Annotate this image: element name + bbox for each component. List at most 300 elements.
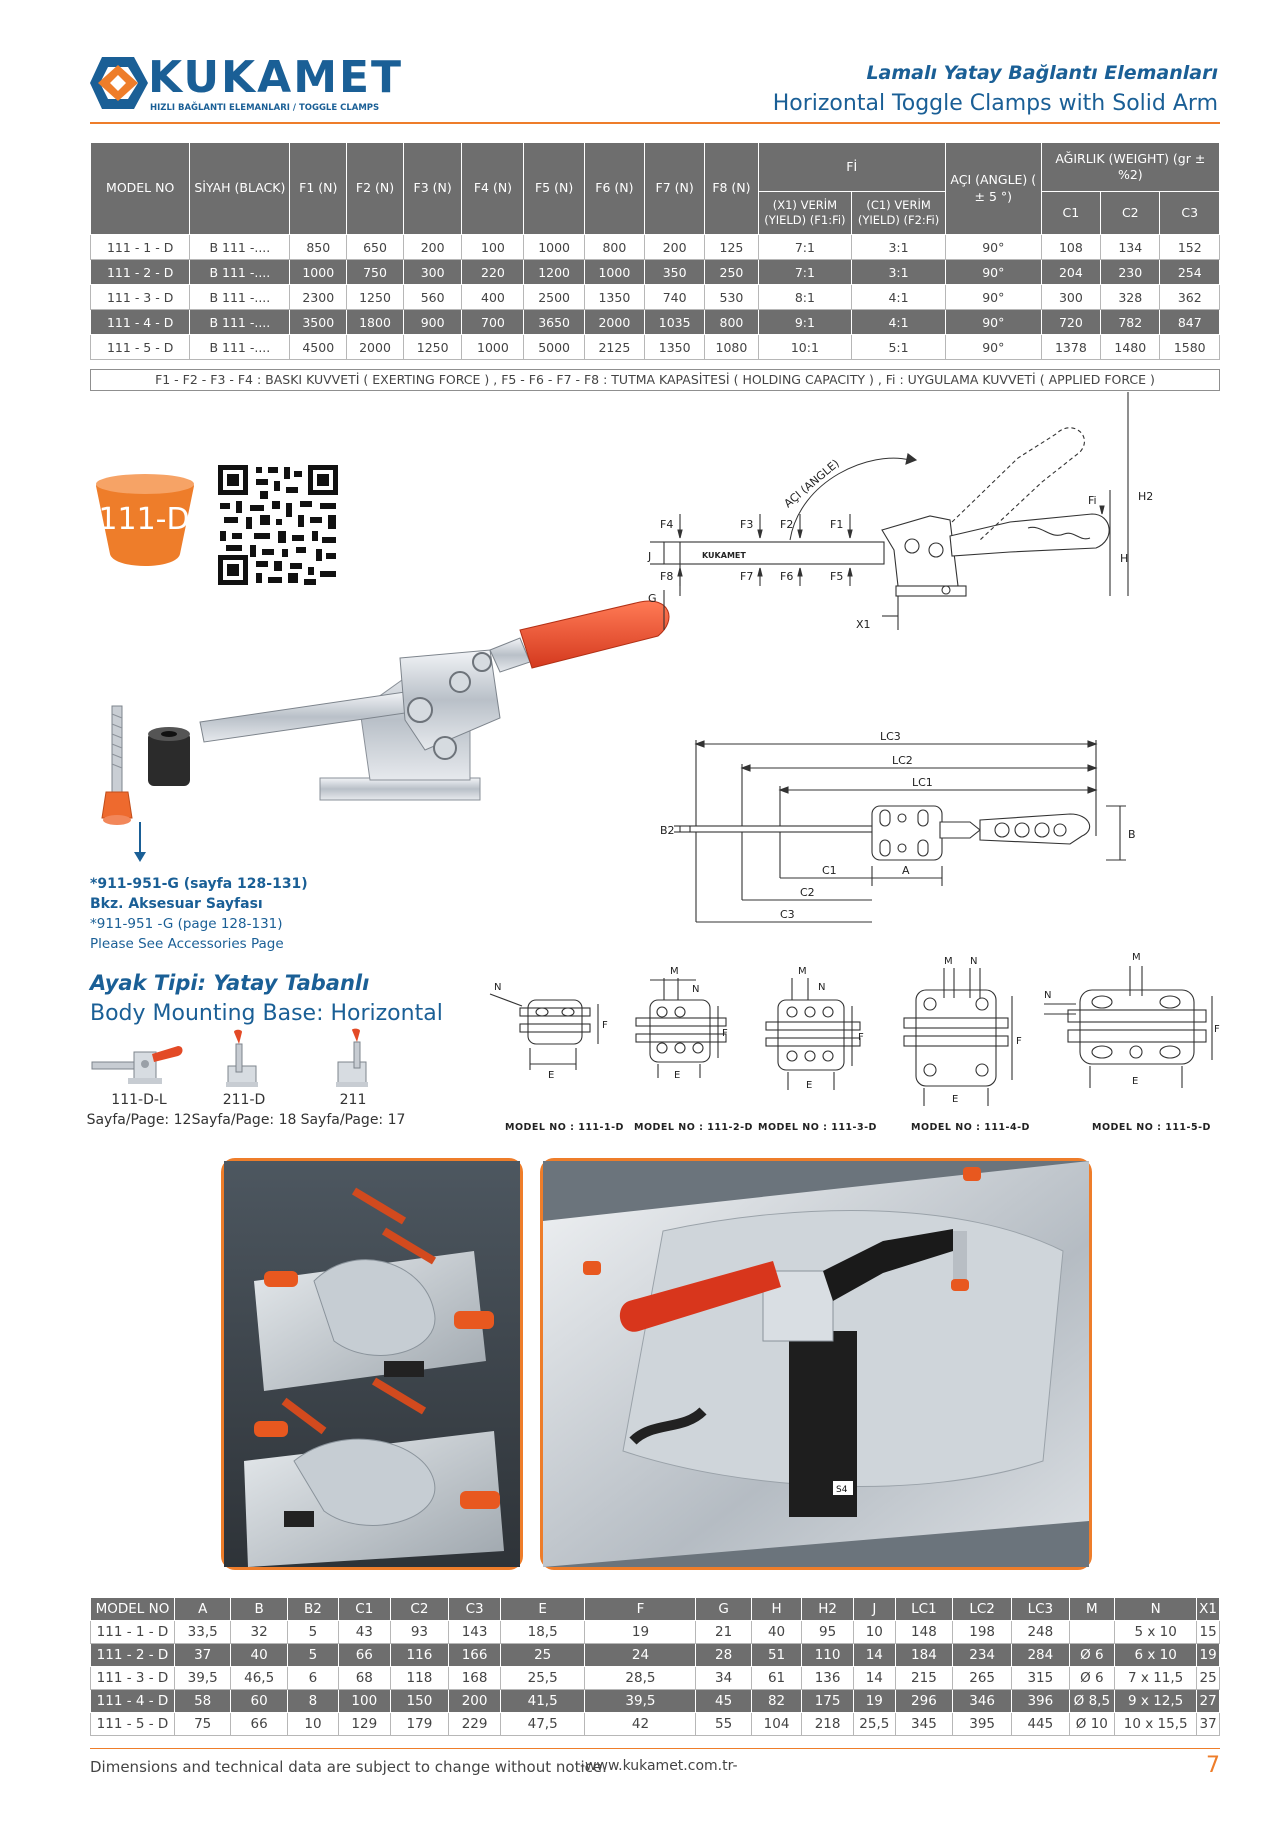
table-cell: 1480 bbox=[1101, 335, 1160, 360]
col-f2: F2 (N) bbox=[347, 143, 404, 235]
label-m: M bbox=[944, 956, 953, 967]
table-cell: 184 bbox=[895, 1644, 952, 1667]
dim-col-e: E bbox=[500, 1598, 585, 1621]
table-cell: 143 bbox=[449, 1621, 501, 1644]
table-cell: 1035 bbox=[645, 310, 705, 335]
table-cell: 900 bbox=[403, 310, 462, 335]
table-cell: 58 bbox=[174, 1690, 230, 1713]
table-cell: 445 bbox=[1012, 1713, 1069, 1736]
table-cell: 395 bbox=[953, 1713, 1012, 1736]
label-f: F bbox=[858, 1032, 864, 1043]
table-cell: 234 bbox=[953, 1644, 1012, 1667]
table-cell: 19 bbox=[853, 1690, 895, 1713]
table-cell: 24 bbox=[585, 1644, 696, 1667]
table-cell: 10:1 bbox=[758, 335, 852, 360]
label-f1: F1 bbox=[830, 518, 844, 531]
table-row bbox=[91, 1644, 1220, 1667]
table-cell: 39,5 bbox=[174, 1667, 230, 1690]
label-f: F bbox=[1214, 1024, 1220, 1035]
table-cell: 43 bbox=[339, 1621, 391, 1644]
table-cell: 296 bbox=[895, 1690, 952, 1713]
table-cell: 650 bbox=[347, 235, 404, 260]
accessory-see-en: Please See Accessories Page bbox=[90, 936, 284, 952]
table-cell: 111 - 4 - D bbox=[91, 1690, 175, 1713]
dim-col-n: N bbox=[1115, 1598, 1197, 1621]
table-cell: 782 bbox=[1101, 310, 1160, 335]
col-fi-x1: (X1) VERİM (YIELD) (F1:Fi) bbox=[758, 192, 852, 235]
table-cell: 7 x 11,5 bbox=[1115, 1667, 1197, 1690]
table-cell: 1000 bbox=[584, 260, 644, 285]
table-cell: Ø 6 bbox=[1069, 1667, 1115, 1690]
label-f8: F8 bbox=[660, 570, 674, 583]
label-h2: H2 bbox=[1138, 490, 1154, 503]
table-cell: 5 bbox=[287, 1621, 338, 1644]
label-fi: Fi bbox=[1088, 494, 1097, 507]
table-cell: 9 x 12,5 bbox=[1115, 1690, 1197, 1713]
table-cell: 28,5 bbox=[585, 1667, 696, 1690]
col-f3: F3 (N) bbox=[403, 143, 462, 235]
table-cell: 3:1 bbox=[852, 235, 946, 260]
table-cell: 1350 bbox=[584, 285, 644, 310]
base-drawing-111-1-D bbox=[490, 948, 620, 1088]
related-page: Sayfa/Page: 17 bbox=[300, 1112, 406, 1128]
table-cell: 136 bbox=[802, 1667, 854, 1690]
dimension-table bbox=[90, 1597, 1220, 1736]
table-cell: 111 - 2 - D bbox=[91, 260, 190, 285]
base-model-caption: MODEL NO : 111-2-D bbox=[634, 1122, 753, 1133]
label-c3: C3 bbox=[780, 908, 795, 921]
application-photo-fixture-closeup bbox=[540, 1158, 1092, 1570]
table-cell: 2000 bbox=[584, 310, 644, 335]
label-n: N bbox=[692, 984, 700, 995]
table-cell: 175 bbox=[802, 1690, 854, 1713]
table-cell: 21 bbox=[696, 1621, 751, 1644]
table-cell: 179 bbox=[390, 1713, 449, 1736]
table-cell: 25 bbox=[500, 1644, 585, 1667]
brand-subtitle: HIZLI BAĞLANTI ELEMANLARI / TOGGLE CLAMPS bbox=[150, 103, 380, 113]
label-b2: B2 bbox=[660, 824, 675, 837]
table-cell: 168 bbox=[449, 1667, 501, 1690]
dim-col-b: B bbox=[231, 1598, 287, 1621]
table-row bbox=[91, 1667, 1220, 1690]
table-cell: 5000 bbox=[524, 335, 584, 360]
label-x1: X1 bbox=[856, 618, 871, 631]
col-model: MODEL NO bbox=[91, 143, 190, 235]
table-cell: 1580 bbox=[1160, 335, 1220, 360]
table-cell: 254 bbox=[1160, 260, 1220, 285]
table-cell: 1800 bbox=[347, 310, 404, 335]
table-cell: 1080 bbox=[705, 335, 758, 360]
table-cell: 346 bbox=[953, 1690, 1012, 1713]
table-cell: 4:1 bbox=[852, 310, 946, 335]
col-c3: C3 bbox=[1160, 192, 1220, 235]
table-cell: 66 bbox=[339, 1644, 391, 1667]
col-weight: AĞIRLIK (WEIGHT) (gr ±%2) bbox=[1041, 143, 1219, 192]
col-fi: Fİ bbox=[758, 143, 945, 192]
base-model-caption: MODEL NO : 111-4-D bbox=[911, 1122, 1030, 1133]
table-cell: 25 bbox=[1197, 1667, 1220, 1690]
col-f6: F6 (N) bbox=[584, 143, 644, 235]
label-m: M bbox=[798, 966, 807, 977]
table-cell: 40 bbox=[231, 1644, 287, 1667]
table-cell: 800 bbox=[584, 235, 644, 260]
dim-col-lc1: LC1 bbox=[895, 1598, 952, 1621]
related-item bbox=[84, 1090, 194, 1130]
dim-col-m: M bbox=[1069, 1598, 1115, 1621]
table-cell: 14 bbox=[853, 1667, 895, 1690]
table-cell: 8 bbox=[287, 1690, 338, 1713]
label-f6: F6 bbox=[780, 570, 794, 583]
table-cell: 90° bbox=[945, 285, 1041, 310]
base-drawing-111-5-D bbox=[1040, 948, 1220, 1108]
dim-col-x1: X1 bbox=[1197, 1598, 1220, 1621]
thumb-211-D bbox=[220, 1030, 264, 1090]
table-cell: 248 bbox=[1012, 1621, 1069, 1644]
table-cell: 7:1 bbox=[758, 235, 852, 260]
table-cell: 220 bbox=[462, 260, 524, 285]
table-cell: 75 bbox=[174, 1713, 230, 1736]
table-cell: 39,5 bbox=[585, 1690, 696, 1713]
arm-brand-mark: KUKAMET bbox=[702, 551, 746, 560]
table-cell: 200 bbox=[449, 1690, 501, 1713]
table-cell: 110 bbox=[802, 1644, 854, 1667]
table-cell: 2000 bbox=[347, 335, 404, 360]
table-cell: B 111 -.... bbox=[190, 235, 290, 260]
table-cell: 100 bbox=[339, 1690, 391, 1713]
qr-code-icon bbox=[216, 463, 340, 587]
table-cell: 129 bbox=[339, 1713, 391, 1736]
brand-name: KUKAMET bbox=[148, 52, 404, 103]
label-lc3: LC3 bbox=[880, 730, 901, 743]
accessory-see-tr: Bkz. Aksesuar Sayfası bbox=[90, 896, 263, 912]
base-model-caption: MODEL NO : 111-5-D bbox=[1092, 1122, 1211, 1133]
table-cell: 66 bbox=[231, 1713, 287, 1736]
related-item bbox=[189, 1090, 299, 1130]
page-title-en: Horizontal Toggle Clamps with Solid Arm bbox=[772, 91, 1218, 116]
table-cell: 14 bbox=[853, 1644, 895, 1667]
table-cell: 148 bbox=[895, 1621, 952, 1644]
mounting-title-tr: Ayak Tipi: Yatay Tabanlı bbox=[90, 971, 370, 995]
table-row bbox=[91, 1690, 1220, 1713]
table-cell: 530 bbox=[705, 285, 758, 310]
table-cell: 15 bbox=[1197, 1621, 1220, 1644]
table-cell: 720 bbox=[1041, 310, 1100, 335]
table-cell: 740 bbox=[645, 285, 705, 310]
table-cell: 229 bbox=[449, 1713, 501, 1736]
table-cell: 118 bbox=[390, 1667, 449, 1690]
photo-fixtures-image bbox=[224, 1161, 520, 1567]
dim-col-f: F bbox=[585, 1598, 696, 1621]
table-cell: 42 bbox=[585, 1713, 696, 1736]
label-m: M bbox=[1132, 952, 1141, 963]
table-cell: 1000 bbox=[290, 260, 347, 285]
table-cell: 150 bbox=[390, 1690, 449, 1713]
page-title-tr: Lamalı Yatay Bağlantı Elemanları bbox=[866, 62, 1218, 84]
table-cell: 166 bbox=[449, 1644, 501, 1667]
table-cell: 95 bbox=[802, 1621, 854, 1644]
table-cell: 152 bbox=[1160, 235, 1220, 260]
label-lc2: LC2 bbox=[892, 754, 913, 767]
table-cell: 68 bbox=[339, 1667, 391, 1690]
page-number: 7 bbox=[1206, 1753, 1220, 1778]
label-f: F bbox=[602, 1020, 608, 1031]
base-model-caption: MODEL NO : 111-1-D bbox=[505, 1122, 624, 1133]
dim-col-b2: B2 bbox=[287, 1598, 338, 1621]
base-drawing-111-3-D bbox=[748, 948, 878, 1098]
table-cell: 111 - 3 - D bbox=[91, 285, 190, 310]
label-j: J bbox=[648, 550, 652, 563]
table-cell: 111 - 2 - D bbox=[91, 1644, 175, 1667]
label-a: A bbox=[902, 864, 910, 877]
table-cell: 1250 bbox=[347, 285, 404, 310]
table-cell: 1350 bbox=[645, 335, 705, 360]
table-cell: 41,5 bbox=[500, 1690, 585, 1713]
label-f4: F4 bbox=[660, 518, 674, 531]
accessory-ref-tr: *911-951-G (sayfa 128-131) bbox=[90, 876, 308, 892]
table-cell: 9:1 bbox=[758, 310, 852, 335]
table-cell: 215 bbox=[895, 1667, 952, 1690]
col-c2: C2 bbox=[1101, 192, 1160, 235]
table-cell: 90° bbox=[945, 335, 1041, 360]
table-cell: 19 bbox=[585, 1621, 696, 1644]
table-cell: B 111 -.... bbox=[190, 335, 290, 360]
table-row bbox=[91, 235, 1220, 260]
table-cell: 111 - 1 - D bbox=[91, 235, 190, 260]
table-cell: 37 bbox=[1197, 1713, 1220, 1736]
dim-col-c3: C3 bbox=[449, 1598, 501, 1621]
table-cell: 315 bbox=[1012, 1667, 1069, 1690]
base-drawing-111-2-D bbox=[620, 948, 744, 1088]
accessory-ref-en: *911-951 -G (page 128-131) bbox=[90, 916, 283, 932]
table-cell: 3500 bbox=[290, 310, 347, 335]
table-cell: 27 bbox=[1197, 1690, 1220, 1713]
table-cell: 850 bbox=[290, 235, 347, 260]
table-cell: 93 bbox=[390, 1621, 449, 1644]
related-code: 211-D bbox=[222, 1092, 266, 1108]
table-cell: 300 bbox=[403, 260, 462, 285]
dim-col-a: A bbox=[174, 1598, 230, 1621]
table-cell: 25,5 bbox=[500, 1667, 585, 1690]
table-cell: 200 bbox=[645, 235, 705, 260]
table-cell: 25,5 bbox=[853, 1713, 895, 1736]
table-cell: 200 bbox=[403, 235, 462, 260]
footer-url[interactable]: -www.kukamet.com.tr- bbox=[580, 1758, 738, 1774]
label-e: E bbox=[806, 1080, 813, 1091]
table-cell: 32 bbox=[231, 1621, 287, 1644]
related-item bbox=[298, 1090, 408, 1130]
table-cell: 18,5 bbox=[500, 1621, 585, 1644]
table-cell: B 111 -.... bbox=[190, 310, 290, 335]
table-cell: B 111 -.... bbox=[190, 260, 290, 285]
table-cell: 60 bbox=[231, 1690, 287, 1713]
dim-col-h: H bbox=[751, 1598, 802, 1621]
label-c1: C1 bbox=[822, 864, 837, 877]
table-cell: 6 bbox=[287, 1667, 338, 1690]
table-cell: 265 bbox=[953, 1667, 1012, 1690]
table-cell: 230 bbox=[1101, 260, 1160, 285]
table-cell: 1000 bbox=[462, 335, 524, 360]
table-cell: 7:1 bbox=[758, 260, 852, 285]
table-cell: 111 - 5 - D bbox=[91, 335, 190, 360]
table-cell: 5:1 bbox=[852, 335, 946, 360]
table-cell: 111 - 4 - D bbox=[91, 310, 190, 335]
top-view-drawing bbox=[650, 726, 1150, 946]
table-cell: 111 - 5 - D bbox=[91, 1713, 175, 1736]
table-cell: 45 bbox=[696, 1690, 751, 1713]
col-fi-c1: (C1) VERİM (YIELD) (F2:Fi) bbox=[852, 192, 946, 235]
dim-col-h2: H2 bbox=[802, 1598, 854, 1621]
label-b: B bbox=[1128, 828, 1136, 841]
label-f5: F5 bbox=[830, 570, 844, 583]
table-cell: 300 bbox=[1041, 285, 1100, 310]
base-model-caption: MODEL NO : 111-3-D bbox=[758, 1122, 877, 1133]
table-cell: 61 bbox=[751, 1667, 802, 1690]
table-cell: 800 bbox=[705, 310, 758, 335]
col-f7: F7 (N) bbox=[645, 143, 705, 235]
photo-closeup-image bbox=[543, 1161, 1089, 1567]
related-code: 111-D-L bbox=[111, 1092, 167, 1108]
table-cell: 8:1 bbox=[758, 285, 852, 310]
table-row bbox=[91, 1713, 1220, 1736]
table-cell: 46,5 bbox=[231, 1667, 287, 1690]
table-cell: 90° bbox=[945, 235, 1041, 260]
label-e: E bbox=[1132, 1076, 1139, 1087]
table-cell: 90° bbox=[945, 310, 1041, 335]
col-f1: F1 (N) bbox=[290, 143, 347, 235]
related-page: Sayfa/Page: 12 bbox=[86, 1112, 192, 1128]
table-cell: 28 bbox=[696, 1644, 751, 1667]
table-cell bbox=[1069, 1621, 1115, 1644]
table-row bbox=[91, 310, 1220, 335]
table-cell: 125 bbox=[705, 235, 758, 260]
table-cell: 350 bbox=[645, 260, 705, 285]
table-cell: 111 - 3 - D bbox=[91, 1667, 175, 1690]
table-row bbox=[91, 335, 1220, 360]
related-code: 211 bbox=[339, 1092, 367, 1108]
table-cell: 2125 bbox=[584, 335, 644, 360]
table-cell: 700 bbox=[462, 310, 524, 335]
table-cell: 4:1 bbox=[852, 285, 946, 310]
table-cell: 1000 bbox=[524, 235, 584, 260]
table-cell: 750 bbox=[347, 260, 404, 285]
table-cell: 2500 bbox=[524, 285, 584, 310]
label-c2: C2 bbox=[800, 886, 815, 899]
table-row bbox=[91, 285, 1220, 310]
table-cell: 1250 bbox=[403, 335, 462, 360]
table-cell: 40 bbox=[751, 1621, 802, 1644]
table-cell: 33,5 bbox=[174, 1621, 230, 1644]
force-legend-note: F1 - F2 - F3 - F4 : BASKI KUVVETİ ( EXERTING FORCE ) , F5 - F6 - F7 - F8 : TUTMA KAPASİTESİ ( HOLDING CAPACITY ) , Fi : UYGULAMA KUVVETİ ( APPLIED FORCE ) bbox=[90, 369, 1220, 391]
table-cell: 5 bbox=[287, 1644, 338, 1667]
dim-col-model: MODEL NO bbox=[91, 1598, 175, 1621]
kukamet-logo-mark bbox=[88, 55, 150, 113]
table-cell: 104 bbox=[751, 1713, 802, 1736]
label-f3: F3 bbox=[740, 518, 754, 531]
label-m: M bbox=[670, 966, 679, 977]
table-cell: 2300 bbox=[290, 285, 347, 310]
table-cell: 328 bbox=[1101, 285, 1160, 310]
footer-rule bbox=[90, 1748, 1220, 1749]
related-page: Sayfa/Page: 18 bbox=[191, 1112, 297, 1128]
dim-col-c1: C1 bbox=[339, 1598, 391, 1621]
label-f7: F7 bbox=[740, 570, 754, 583]
spindle-accessory-illustration bbox=[96, 700, 206, 850]
spec-table bbox=[90, 142, 1220, 360]
mounting-title-en: Body Mounting Base: Horizontal bbox=[90, 1001, 443, 1026]
label-f: F bbox=[722, 1028, 728, 1039]
table-cell: 218 bbox=[802, 1713, 854, 1736]
label-n: N bbox=[970, 956, 978, 967]
application-photo-fixtures bbox=[221, 1158, 523, 1570]
arrow-down-icon bbox=[132, 822, 148, 862]
product-code: 111-D bbox=[98, 502, 190, 537]
dim-col-c2: C2 bbox=[390, 1598, 449, 1621]
table-cell: 51 bbox=[751, 1644, 802, 1667]
table-cell: B 111 -.... bbox=[190, 285, 290, 310]
label-e: E bbox=[674, 1070, 681, 1081]
table-cell: Ø 8,5 bbox=[1069, 1690, 1115, 1713]
table-cell: 1200 bbox=[524, 260, 584, 285]
table-cell: 55 bbox=[696, 1713, 751, 1736]
dim-col-lc2: LC2 bbox=[953, 1598, 1012, 1621]
table-cell: 116 bbox=[390, 1644, 449, 1667]
table-cell: 34 bbox=[696, 1667, 751, 1690]
base-drawing-111-4-D bbox=[894, 948, 1024, 1108]
dim-col-g: G bbox=[696, 1598, 751, 1621]
table-cell: 560 bbox=[403, 285, 462, 310]
label-n: N bbox=[818, 982, 826, 993]
table-cell: 10 bbox=[287, 1713, 338, 1736]
table-cell: 3:1 bbox=[852, 260, 946, 285]
thumb-211 bbox=[330, 1030, 374, 1090]
table-cell: 345 bbox=[895, 1713, 952, 1736]
footer-disclaimer: Dimensions and technical data are subject to change without notice. bbox=[90, 1758, 607, 1776]
label-f2: F2 bbox=[780, 518, 794, 531]
label-e: E bbox=[548, 1070, 555, 1081]
col-f8: F8 (N) bbox=[705, 143, 758, 235]
col-c1: C1 bbox=[1041, 192, 1100, 235]
toggle-clamp-illustration bbox=[170, 600, 690, 850]
table-cell: 400 bbox=[462, 285, 524, 310]
col-f4: F4 (N) bbox=[462, 143, 524, 235]
table-cell: 10 x 15,5 bbox=[1115, 1713, 1197, 1736]
label-e: E bbox=[952, 1094, 959, 1105]
thumb-111-D-L bbox=[88, 1038, 184, 1088]
label-n: N bbox=[1044, 990, 1052, 1001]
table-cell: 1378 bbox=[1041, 335, 1100, 360]
table-cell: 19 bbox=[1197, 1644, 1220, 1667]
header-rule bbox=[90, 122, 1220, 124]
table-cell: 3650 bbox=[524, 310, 584, 335]
photo-station-tag: S4 bbox=[836, 1485, 848, 1495]
table-row bbox=[91, 1621, 1220, 1644]
table-cell: 847 bbox=[1160, 310, 1220, 335]
table-cell: Ø 6 bbox=[1069, 1644, 1115, 1667]
col-f5: F5 (N) bbox=[524, 143, 584, 235]
table-cell: 134 bbox=[1101, 235, 1160, 260]
table-cell: 362 bbox=[1160, 285, 1220, 310]
table-cell: 47,5 bbox=[500, 1713, 585, 1736]
label-n: N bbox=[494, 982, 502, 993]
table-cell: 5 x 10 bbox=[1115, 1621, 1197, 1644]
table-cell: 284 bbox=[1012, 1644, 1069, 1667]
side-view-drawing bbox=[648, 390, 1154, 640]
table-cell: 198 bbox=[953, 1621, 1012, 1644]
dim-col-j: J bbox=[853, 1598, 895, 1621]
table-cell: 4500 bbox=[290, 335, 347, 360]
col-black: SİYAH (BLACK) bbox=[190, 143, 290, 235]
table-cell: 250 bbox=[705, 260, 758, 285]
